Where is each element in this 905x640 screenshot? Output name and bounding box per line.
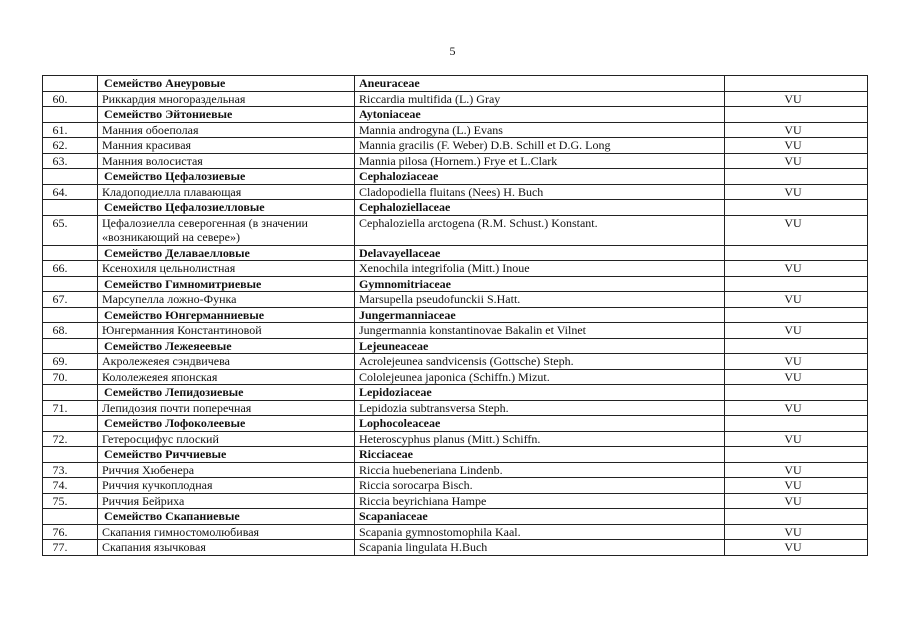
latin-name: Delavayellaceae bbox=[355, 245, 725, 261]
status-category: VU bbox=[725, 478, 868, 494]
status-category: VU bbox=[725, 524, 868, 540]
russian-name: Семейство Делавaелловые bbox=[98, 245, 355, 261]
russian-name: Семейство Юнгерманниевые bbox=[98, 307, 355, 323]
latin-name: Mannia androgyna (L.) Evans bbox=[355, 122, 725, 138]
russian-name: Гетеросцифус плоский bbox=[98, 431, 355, 447]
russian-name: Риччия кучкоплодная bbox=[98, 478, 355, 494]
latin-name: Cololejeunea japonica (Schiffn.) Mizut. bbox=[355, 369, 725, 385]
family-row bbox=[43, 76, 868, 92]
row-number: 62. bbox=[43, 138, 98, 154]
russian-name: Лепидозия почти поперечная bbox=[98, 400, 355, 416]
family-row bbox=[43, 385, 868, 401]
status-category bbox=[725, 385, 868, 401]
russian-name: Кололежеяея японская bbox=[98, 369, 355, 385]
latin-name: Lejeuneaceae bbox=[355, 338, 725, 354]
species-row bbox=[43, 153, 868, 169]
family-row bbox=[43, 307, 868, 323]
latin-name: Scapaniaceae bbox=[355, 509, 725, 525]
status-category bbox=[725, 169, 868, 185]
species-row bbox=[43, 431, 868, 447]
species-table bbox=[42, 75, 868, 556]
row-number: 61. bbox=[43, 122, 98, 138]
row-number: 73. bbox=[43, 462, 98, 478]
family-row bbox=[43, 338, 868, 354]
status-category: VU bbox=[725, 462, 868, 478]
family-row bbox=[43, 200, 868, 216]
row-number: 67. bbox=[43, 292, 98, 308]
latin-name: Jungermanniaceae bbox=[355, 307, 725, 323]
russian-name: Акролежеяея сэндвичева bbox=[98, 354, 355, 370]
status-category bbox=[725, 276, 868, 292]
row-number bbox=[43, 509, 98, 525]
row-number bbox=[43, 76, 98, 92]
page-number: 5 bbox=[449, 44, 456, 58]
latin-name: Riccia sorocarpa Bisch. bbox=[355, 478, 725, 494]
species-row bbox=[43, 138, 868, 154]
latin-name: Cephaloziella arctogena (R.M. Schust.) Konstant. bbox=[355, 215, 725, 245]
row-number: 63. bbox=[43, 153, 98, 169]
row-number: 66. bbox=[43, 261, 98, 277]
species-row bbox=[43, 354, 868, 370]
status-category: VU bbox=[725, 215, 868, 245]
latin-name: Marsupella pseudofunckii S.Hatt. bbox=[355, 292, 725, 308]
status-category: VU bbox=[725, 323, 868, 339]
species-row bbox=[43, 493, 868, 509]
status-category: VU bbox=[725, 184, 868, 200]
russian-name: Семейство Лепидозиевые bbox=[98, 385, 355, 401]
row-number: 75. bbox=[43, 493, 98, 509]
russian-name: Семейство Лежеяеевые bbox=[98, 338, 355, 354]
row-number bbox=[43, 200, 98, 216]
latin-name: Riccia beyrichiana Hampe bbox=[355, 493, 725, 509]
row-number: 64. bbox=[43, 184, 98, 200]
status-category bbox=[725, 107, 868, 123]
russian-name: Семейство Лофоколеевые bbox=[98, 416, 355, 432]
status-category: VU bbox=[725, 400, 868, 416]
status-category bbox=[725, 76, 868, 92]
row-number: 68. bbox=[43, 323, 98, 339]
species-row bbox=[43, 184, 868, 200]
status-category bbox=[725, 447, 868, 463]
row-number bbox=[43, 447, 98, 463]
latin-name: Mannia pilosa (Hornem.) Frye et L.Clark bbox=[355, 153, 725, 169]
status-category: VU bbox=[725, 540, 868, 556]
latin-name: Cladopodiella fluitans (Nees) H. Buch bbox=[355, 184, 725, 200]
family-row bbox=[43, 509, 868, 525]
family-row bbox=[43, 245, 868, 261]
status-category: VU bbox=[725, 431, 868, 447]
family-row bbox=[43, 416, 868, 432]
latin-name: Riccia huebeneriana Lindenb. bbox=[355, 462, 725, 478]
species-row bbox=[43, 540, 868, 556]
russian-name: Семейство Цефалозиелловые bbox=[98, 200, 355, 216]
latin-name: Mannia gracilis (F. Weber) D.B. Schill et D.G. Long bbox=[355, 138, 725, 154]
status-category bbox=[725, 245, 868, 261]
species-row bbox=[43, 524, 868, 540]
status-category: VU bbox=[725, 91, 868, 107]
latin-name: Riccardia multifida (L.) Gray bbox=[355, 91, 725, 107]
russian-name: Юнгерманния Константиновой bbox=[98, 323, 355, 339]
latin-name: Heteroscyphus planus (Mitt.) Schiffn. bbox=[355, 431, 725, 447]
russian-name: Семейство Анеуровые bbox=[98, 76, 355, 92]
row-number bbox=[43, 307, 98, 323]
row-number bbox=[43, 276, 98, 292]
family-row bbox=[43, 447, 868, 463]
status-category: VU bbox=[725, 292, 868, 308]
latin-name: Lepidoziaceae bbox=[355, 385, 725, 401]
latin-name: Lepidozia subtransversa Steph. bbox=[355, 400, 725, 416]
row-number: 70. bbox=[43, 369, 98, 385]
russian-name: Скапания гимностомолюбивая bbox=[98, 524, 355, 540]
row-number bbox=[43, 385, 98, 401]
latin-name: Aytoniaceae bbox=[355, 107, 725, 123]
russian-name: Семейство Риччиевые bbox=[98, 447, 355, 463]
latin-name: Cephaloziaceae bbox=[355, 169, 725, 185]
row-number: 71. bbox=[43, 400, 98, 416]
russian-name: Манния красивая bbox=[98, 138, 355, 154]
status-category: VU bbox=[725, 122, 868, 138]
status-category: VU bbox=[725, 369, 868, 385]
status-category bbox=[725, 509, 868, 525]
status-category bbox=[725, 200, 868, 216]
russian-name: Семейство Гимномитриевые bbox=[98, 276, 355, 292]
latin-name: Scapania lingulata H.Buch bbox=[355, 540, 725, 556]
row-number: 72. bbox=[43, 431, 98, 447]
latin-name: Lophocoleaceae bbox=[355, 416, 725, 432]
russian-name: Риччия Хюбенера bbox=[98, 462, 355, 478]
latin-name: Scapania gymnostomophila Kaal. bbox=[355, 524, 725, 540]
russian-name: Марсупелла ложно-Функа bbox=[98, 292, 355, 308]
row-number: 65. bbox=[43, 215, 98, 245]
row-number bbox=[43, 245, 98, 261]
row-number: 60. bbox=[43, 91, 98, 107]
russian-name: Манния волосистая bbox=[98, 153, 355, 169]
latin-name: Ricciaceae bbox=[355, 447, 725, 463]
russian-name: Ксенохиля цельнолистная bbox=[98, 261, 355, 277]
species-row bbox=[43, 261, 868, 277]
status-category: VU bbox=[725, 261, 868, 277]
species-table-body bbox=[43, 76, 868, 556]
latin-name: Jungermannia konstantinovae Bakalin et Vilnet bbox=[355, 323, 725, 339]
status-category bbox=[725, 338, 868, 354]
row-number: 77. bbox=[43, 540, 98, 556]
russian-name: Семейство Эйтониевые bbox=[98, 107, 355, 123]
row-number bbox=[43, 416, 98, 432]
status-category: VU bbox=[725, 493, 868, 509]
latin-name: Gymnomitriaceae bbox=[355, 276, 725, 292]
status-category: VU bbox=[725, 153, 868, 169]
russian-name: Семейство Цефалозиевые bbox=[98, 169, 355, 185]
russian-name: Манния обоеполая bbox=[98, 122, 355, 138]
status-category: VU bbox=[725, 138, 868, 154]
russian-name: Риччия Бейриха bbox=[98, 493, 355, 509]
species-row bbox=[43, 369, 868, 385]
status-category bbox=[725, 416, 868, 432]
row-number: 69. bbox=[43, 354, 98, 370]
russian-name: Скапания язычковая bbox=[98, 540, 355, 556]
species-row bbox=[43, 323, 868, 339]
latin-name: Acrolejeunea sandvicensis (Gottsche) Steph. bbox=[355, 354, 725, 370]
species-row bbox=[43, 91, 868, 107]
species-row bbox=[43, 478, 868, 494]
latin-name: Xenochila integrifolia (Mitt.) Inoue bbox=[355, 261, 725, 277]
russian-name: Семейство Скапаниевые bbox=[98, 509, 355, 525]
status-category: VU bbox=[725, 354, 868, 370]
family-row bbox=[43, 169, 868, 185]
russian-name: Кладоподиелла плавающая bbox=[98, 184, 355, 200]
row-number: 76. bbox=[43, 524, 98, 540]
species-row bbox=[43, 292, 868, 308]
latin-name: Cephaloziellaceae bbox=[355, 200, 725, 216]
family-row bbox=[43, 276, 868, 292]
row-number bbox=[43, 107, 98, 123]
row-number: 74. bbox=[43, 478, 98, 494]
row-number bbox=[43, 169, 98, 185]
latin-name: Aneuraceae bbox=[355, 76, 725, 92]
row-number bbox=[43, 338, 98, 354]
russian-name: Цефалозиелла северогенная (в значении «возникающий на севере») bbox=[98, 215, 355, 245]
species-row bbox=[43, 122, 868, 138]
species-row bbox=[43, 462, 868, 478]
status-category bbox=[725, 307, 868, 323]
russian-name: Риккардия многораздельная bbox=[98, 91, 355, 107]
species-row bbox=[43, 400, 868, 416]
family-row bbox=[43, 107, 868, 123]
species-row bbox=[43, 215, 868, 245]
